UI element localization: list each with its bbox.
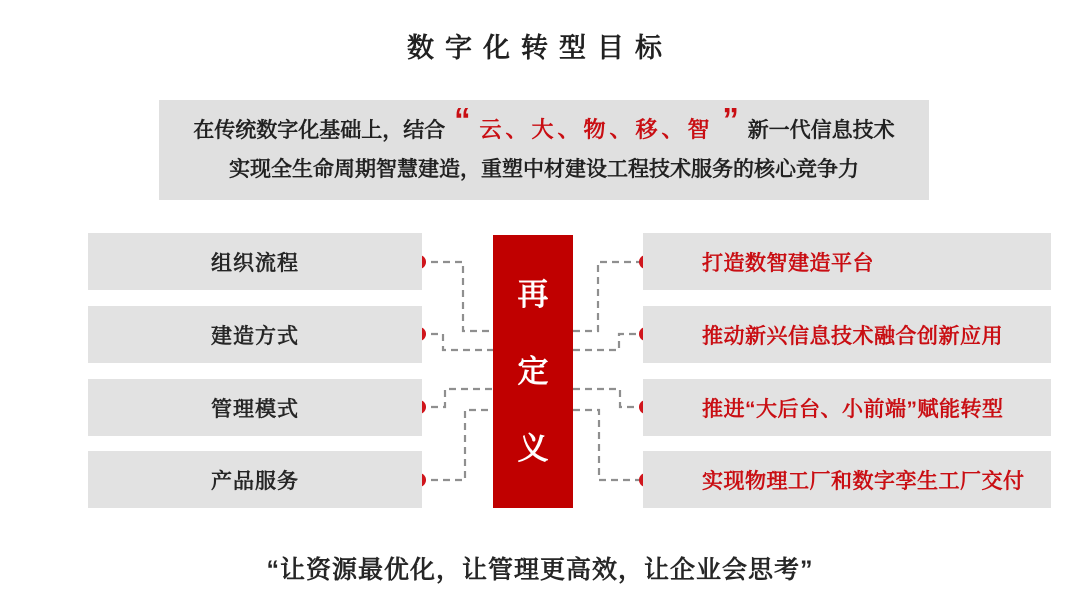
- intro-banner: [159, 100, 929, 200]
- redefine-char: 义: [517, 431, 549, 466]
- right-item-digital-twin-delivery: [643, 451, 1051, 508]
- redefine-char: 再: [517, 277, 549, 312]
- right-item-label: 实现物理工厂和数字孪生工厂交付: [702, 469, 1025, 493]
- left-item-construction-method: [88, 306, 422, 363]
- right-item-tech-innovation: [643, 306, 1051, 363]
- page-title: 数字化转型目标: [407, 33, 673, 63]
- left-item-label: 管理模式: [211, 397, 299, 421]
- banner-line1-suffix: 新一代信息技术: [747, 119, 895, 142]
- banner-line1-prefix: 在传统数字化基础上，结合: [193, 119, 446, 142]
- left-item-label: 建造方式: [211, 324, 299, 348]
- footer-quote: “让资源最优化，让管理更高效，让企业会思考”: [266, 556, 814, 584]
- left-item-management-mode: [88, 379, 422, 436]
- open-quote-mark: “: [454, 101, 471, 138]
- banner-line-1: [193, 101, 895, 146]
- right-item-label: 打造数智建造平台: [702, 251, 874, 275]
- banner-line-2: 实现全生命周期智慧建造，重塑中材建设工程技术服务的核心竞争力: [229, 158, 859, 181]
- right-item-digital-platform: [643, 233, 1051, 290]
- banner-tech-terms: 云、大、物、移、智: [479, 117, 714, 142]
- right-item-empowerment-transform: [643, 379, 1051, 436]
- left-item-product-service: [88, 451, 422, 508]
- close-quote-mark: ”: [722, 101, 739, 138]
- left-item-label: 产品服务: [211, 469, 299, 493]
- left-item-organization-process: [88, 233, 422, 290]
- right-item-label: 推动新兴信息技术融合创新应用: [702, 324, 1003, 348]
- right-item-label: 推进“大后台、小前端”赋能转型: [702, 397, 1004, 421]
- redefine-center-box: [493, 235, 573, 508]
- left-item-label: 组织流程: [211, 251, 299, 275]
- redefine-char: 定: [517, 354, 549, 389]
